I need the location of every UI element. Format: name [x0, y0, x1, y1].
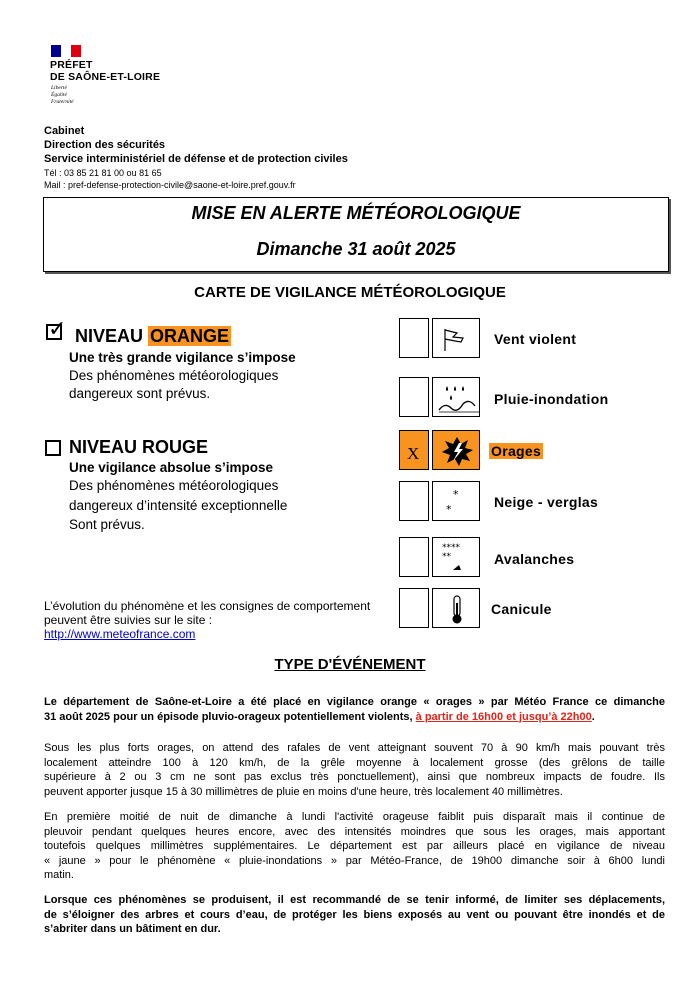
red-level-checkbox[interactable]	[45, 440, 61, 456]
rouge-desc-line2: dangereux d’intensité exceptionnelle	[69, 498, 288, 513]
neige-label: Neige - verglas	[494, 494, 599, 510]
alert-date: Dimanche 31 août 2025	[256, 239, 456, 259]
level-orange-prefix: NIVEAU	[75, 326, 144, 346]
canicule-icon-cell	[432, 588, 480, 628]
rouge-desc-line1: Des phénomènes météorologiques	[69, 478, 279, 493]
rouge-vigilance-text: Une vigilance absolue s’impose	[69, 460, 274, 475]
alert-title: MISE EN ALERTE MÉTÉOROLOGIQUE	[191, 203, 521, 223]
orages-label: Orages	[491, 443, 542, 459]
snow-icon	[433, 482, 481, 522]
canicule-checkbox-cell[interactable]	[399, 588, 429, 628]
service-direction: Direction des sécurités	[44, 139, 166, 151]
svg-text:****: ****	[442, 543, 460, 553]
avalanche-icon	[433, 538, 481, 578]
motto-fraternite: Fraternité	[51, 99, 74, 105]
paragraph-2: Sous les plus forts orages, on attend des rafales de vent atteignant souvent 70 à 90 km/h mais pouvant très localement atteindre 100 à 120 km/h, de la grêle moyenne à localement grosse (des grêlons de taille supérieure à 2 ou 3 cm ne sont pas exclus très ponctuellement), ainsi que nombreux impacts de foudre. Ils peuvent apporter jusque 15 à 30 millimètres de pluie en moins d'une heure, très localement 40 millimètres.	[44, 742, 665, 798]
orange-desc-line1: Des phénomènes météorologiques	[69, 368, 279, 383]
orages-checkbox-cell[interactable]	[399, 430, 429, 470]
paragraph-4: Lorsque ces phénomènes se produisent, il est recommandé de se tenir informé, de limiter ses déplacements, de s’éloigner des arbres et cours d’eau, de protéger les biens exposés au vent ou pouvant être inondés et de s’abriter dans un bâtiment en dur.	[44, 894, 665, 935]
orages-icon-cell	[432, 430, 480, 470]
storm-lightning-icon	[433, 431, 481, 471]
vent-label: Vent violent	[494, 331, 577, 347]
orange-desc-line2: dangereux sont prévus.	[69, 386, 211, 401]
neige-icon-cell	[432, 481, 480, 521]
service-name: Service interministériel de défense et de protection civiles	[44, 153, 348, 165]
svg-text:*: *	[453, 488, 459, 501]
avalanche-icon-cell	[432, 537, 480, 577]
svg-text:**: **	[442, 552, 451, 562]
meteofrance-link[interactable]: http://www.meteofrance.com	[44, 627, 196, 641]
rouge-desc-line3: Sont prévus.	[69, 517, 145, 532]
check-mark-icon: ✓	[48, 316, 67, 341]
wind-flag-icon	[433, 319, 481, 359]
avalanche-checkbox-cell[interactable]	[399, 537, 429, 577]
orages-mark: X	[407, 444, 420, 463]
service-tel: Tél : 03 85 21 81 00 ou 81 65	[44, 168, 162, 178]
pluie-label: Pluie-inondation	[494, 391, 609, 407]
motto-liberte: Liberté	[51, 85, 67, 91]
alert-title-box	[43, 197, 669, 272]
vigilance-map-title: CARTE DE VIGILANCE MÉTÉOROLOGIQUE	[194, 284, 506, 301]
orange-vigilance-text: Une très grande vigilance s’impose	[69, 350, 296, 365]
pluie-icon-cell	[432, 377, 480, 417]
level-rouge-heading: NIVEAU ROUGE	[69, 437, 209, 457]
vent-icon-cell	[432, 318, 480, 358]
paragraph-3: En première moitié de nuit de dimanche à lundi l'activité orageuse faiblit puis disparaît mais il continue de pleuvoir pendant quelques heures encore, avec des intensités moindres que sous les orages, mais apportant toutefois quelques millimètres supplémentaires. Le département est par ailleurs placé en vigilance de niveau « jaune » pour le phénomène « pluie-inondations » par Météo-France, de 19h00 dimanche soir à 6h00 lundi matin.	[44, 811, 665, 881]
level-orange-heading	[75, 326, 231, 347]
logo-prefet: PRÉFET	[50, 59, 93, 71]
republic-flag	[51, 45, 81, 57]
vent-checkbox-cell[interactable]	[399, 318, 429, 358]
info-line1: L’évolution du phénomène et les consignes de comportement	[44, 599, 371, 613]
avalanche-label: Avalanches	[494, 551, 575, 567]
logo-department: DE SAÔNE-ET-LOIRE	[50, 71, 161, 83]
thermometer-icon	[433, 589, 481, 629]
canicule-label: Canicule	[491, 601, 552, 617]
paragraph-1: Le département de Saône-et-Loire a été placé en vigilance orange « orages » par Météo France ce dimanche 31 août 2025 pour un épisode pluvio-orageux potentiellement violents, à partir de 16h00 et jusqu’à 22h00.	[44, 696, 665, 723]
svg-text:*: *	[446, 503, 452, 516]
level-orange-word: ORANGE	[150, 326, 230, 346]
pluie-checkbox-cell[interactable]	[399, 377, 429, 417]
info-line2: peuvent être suivies sur le site :	[44, 613, 213, 627]
service-cabinet: Cabinet	[44, 125, 85, 137]
alert-time-window: à partir de 16h00 et jusqu’à 22h00	[415, 710, 592, 723]
neige-checkbox-cell[interactable]	[399, 481, 429, 521]
rain-flood-icon	[433, 378, 481, 418]
service-mail: Mail : pref-defense-protection-civile@saone-et-loire.pref.gouv.fr	[44, 180, 296, 190]
motto-egalite: Égalité	[51, 92, 67, 98]
event-type-title: TYPE D'ÉVÉNEMENT	[274, 656, 426, 673]
